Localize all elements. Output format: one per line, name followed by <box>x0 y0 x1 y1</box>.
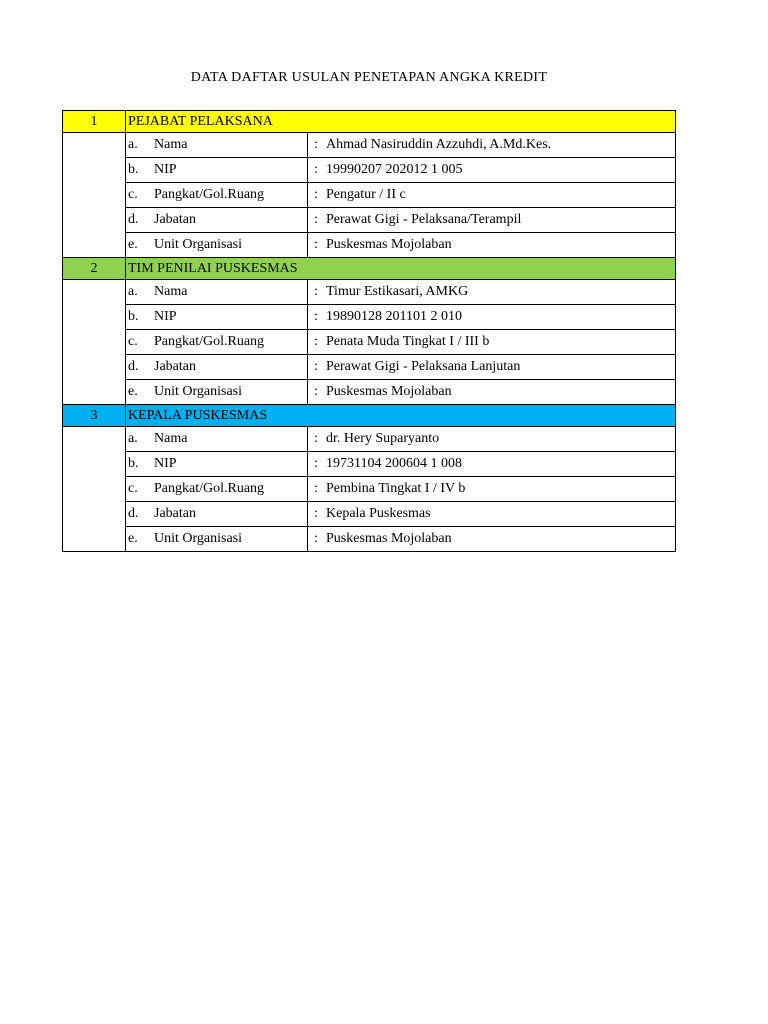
field-value <box>308 330 676 355</box>
field-value <box>308 233 676 258</box>
field-label <box>126 233 308 258</box>
field-label-text: Unit Organisasi <box>154 384 243 399</box>
field-label-text: Nama <box>154 284 188 299</box>
field-label-text: Pangkat/Gol.Ruang <box>154 481 265 496</box>
data-table <box>62 110 676 552</box>
field-value-text: Puskesmas Mojolaban <box>326 531 452 546</box>
field-label <box>126 183 308 208</box>
field-letter: a. <box>128 431 138 446</box>
section-title: KEPALA PUSKESMAS <box>126 405 676 427</box>
field-label-text: Unit Organisasi <box>154 237 243 252</box>
table-row <box>63 427 676 452</box>
field-label-text: Pangkat/Gol.Ruang <box>154 334 265 349</box>
colon-separator: : <box>314 431 318 446</box>
table-row <box>63 527 676 552</box>
field-value <box>308 380 676 405</box>
colon-separator: : <box>314 531 318 546</box>
row-number-blank <box>63 133 126 258</box>
field-value-text: 19731104 200604 1 008 <box>326 456 462 471</box>
field-value-text: Puskesmas Mojolaban <box>326 237 452 252</box>
field-label <box>126 502 308 527</box>
field-label <box>126 477 308 502</box>
section-title: TIM PENILAI PUSKESMAS <box>126 258 676 280</box>
field-label <box>126 305 308 330</box>
field-letter: c. <box>128 187 138 202</box>
table-row <box>63 233 676 258</box>
section-number: 2 <box>63 258 126 280</box>
field-label-text: Nama <box>154 431 188 446</box>
field-letter: b. <box>128 456 139 471</box>
colon-separator: : <box>314 359 318 374</box>
field-label <box>126 380 308 405</box>
field-letter: d. <box>128 212 139 227</box>
field-label <box>126 452 308 477</box>
colon-separator: : <box>314 284 318 299</box>
field-label <box>126 158 308 183</box>
field-letter: c. <box>128 334 138 349</box>
row-number-blank <box>63 427 126 552</box>
field-label <box>126 208 308 233</box>
table-row <box>63 280 676 305</box>
colon-separator: : <box>314 237 318 252</box>
field-letter: c. <box>128 481 138 496</box>
field-letter: e. <box>128 384 138 399</box>
field-value <box>308 527 676 552</box>
field-label <box>126 355 308 380</box>
table-row <box>63 183 676 208</box>
field-value <box>308 133 676 158</box>
section-number: 3 <box>63 405 126 427</box>
table-row <box>63 330 676 355</box>
table-row <box>63 208 676 233</box>
field-value-text: Kepala Puskesmas <box>326 506 431 521</box>
field-value-text: Ahmad Nasiruddin Azzuhdi, A.Md.Kes. <box>326 137 552 152</box>
field-value-text: Pengatur / II c <box>326 187 406 202</box>
table-body <box>63 111 676 552</box>
section-header-row <box>63 258 676 280</box>
row-number-blank <box>63 280 126 405</box>
field-label-text: Pangkat/Gol.Ruang <box>154 187 265 202</box>
field-value-text: Perawat Gigi - Pelaksana Lanjutan <box>326 359 521 374</box>
field-label <box>126 527 308 552</box>
colon-separator: : <box>314 506 318 521</box>
colon-separator: : <box>314 162 318 177</box>
colon-separator: : <box>314 309 318 324</box>
field-value <box>308 452 676 477</box>
colon-separator: : <box>314 334 318 349</box>
field-letter: a. <box>128 284 138 299</box>
field-label-text: Nama <box>154 137 188 152</box>
table-row <box>63 477 676 502</box>
table-row <box>63 133 676 158</box>
field-value <box>308 502 676 527</box>
field-label <box>126 427 308 452</box>
section-title: PEJABAT PELAKSANA <box>126 111 676 133</box>
section-header-row <box>63 405 676 427</box>
colon-separator: : <box>314 137 318 152</box>
field-value-text: 19890128 201101 2 010 <box>326 309 462 324</box>
field-letter: d. <box>128 506 139 521</box>
field-label-text: Unit Organisasi <box>154 531 243 546</box>
field-letter: e. <box>128 531 138 546</box>
section-header-row <box>63 111 676 133</box>
field-value <box>308 427 676 452</box>
table-row <box>63 158 676 183</box>
field-value <box>308 305 676 330</box>
field-value-text: Pembina Tingkat I / IV b <box>326 481 466 496</box>
field-value <box>308 477 676 502</box>
colon-separator: : <box>314 456 318 471</box>
field-value-text: Penata Muda Tingkat I / III b <box>326 334 490 349</box>
field-value <box>308 208 676 233</box>
table-row <box>63 380 676 405</box>
field-value <box>308 280 676 305</box>
colon-separator: : <box>314 384 318 399</box>
field-value-text: Puskesmas Mojolaban <box>326 384 452 399</box>
field-value-text: dr. Hery Suparyanto <box>326 431 440 446</box>
field-value <box>308 355 676 380</box>
field-value-text: Timur Estikasari, AMKG <box>326 284 469 299</box>
field-label-text: NIP <box>154 456 177 471</box>
table-row <box>63 452 676 477</box>
field-value <box>308 183 676 208</box>
field-letter: a. <box>128 137 138 152</box>
table-row <box>63 355 676 380</box>
field-label-text: Jabatan <box>154 359 196 374</box>
field-value <box>308 158 676 183</box>
field-letter: b. <box>128 162 139 177</box>
field-label-text: Jabatan <box>154 506 196 521</box>
field-letter: e. <box>128 237 138 252</box>
field-value-text: 19990207 202012 1 005 <box>326 162 463 177</box>
field-label <box>126 330 308 355</box>
colon-separator: : <box>314 481 318 496</box>
field-label <box>126 280 308 305</box>
field-label-text: NIP <box>154 309 177 324</box>
field-letter: d. <box>128 359 139 374</box>
page-title: DATA DAFTAR USULAN PENETAPAN ANGKA KREDIT <box>190 70 548 85</box>
field-letter: b. <box>128 309 139 324</box>
field-label-text: NIP <box>154 162 177 177</box>
colon-separator: : <box>314 212 318 227</box>
field-label <box>126 133 308 158</box>
section-number: 1 <box>63 111 126 133</box>
field-value-text: Perawat Gigi - Pelaksana/Terampil <box>326 212 522 227</box>
table-row <box>63 305 676 330</box>
table-row <box>63 502 676 527</box>
field-label-text: Jabatan <box>154 212 196 227</box>
colon-separator: : <box>314 187 318 202</box>
